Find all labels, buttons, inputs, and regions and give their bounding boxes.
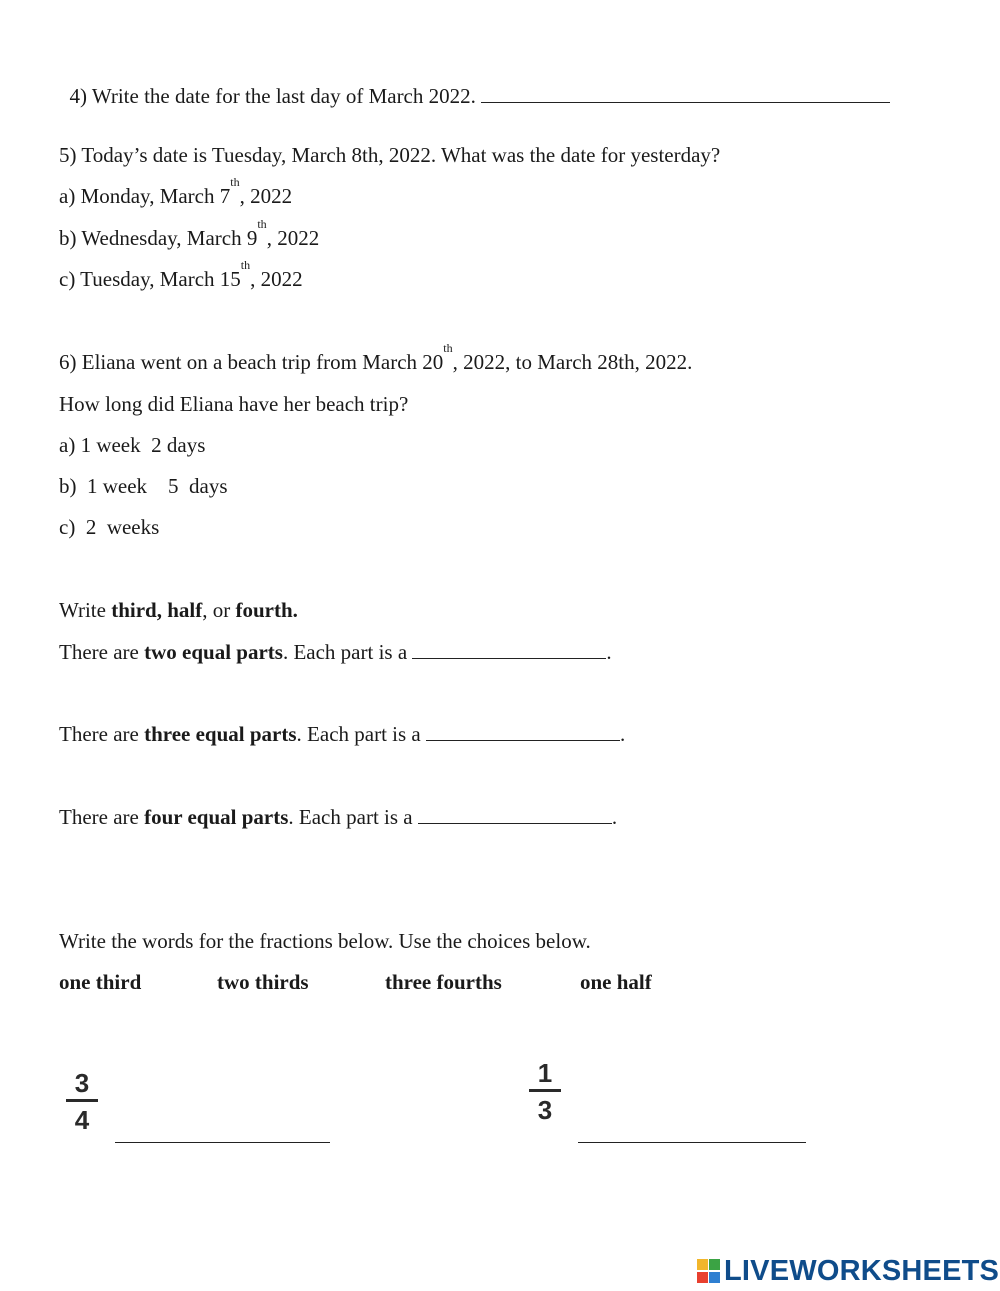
equal-parts-two: There are two equal parts. Each part is a . — [59, 640, 612, 664]
option-6c[interactable]: c) 2 weeks — [59, 515, 160, 539]
fraction-numerator: 3 — [74, 1068, 90, 1098]
choice-one-third: one third — [59, 970, 142, 994]
liveworksheets-logo-icon — [697, 1257, 721, 1285]
question-4-text: 4) Write the date for the last day of March 2022. — [69, 84, 482, 108]
equal-parts-three: There are three equal parts. Each part is a . — [59, 722, 626, 746]
option-5b[interactable]: b) Wednesday, March 9th, 2022 — [59, 217, 320, 250]
answer-blank-fraction-1[interactable] — [115, 1142, 330, 1143]
equal-parts-four: There are four equal parts. Each part is a . — [59, 805, 618, 829]
choice-two-thirds: two thirds — [217, 970, 309, 994]
option-6a[interactable]: a) 1 week 2 days — [59, 433, 206, 457]
question-6: 6) Eliana went on a beach trip from March 20th, 2022, to March 28th, 2022. — [59, 341, 693, 374]
section1-instruction: Write third, half, or fourth. — [59, 598, 298, 622]
section2-instruction: Write the words for the fractions below. Use the choices below. — [59, 929, 591, 953]
option-5c[interactable]: c) Tuesday, March 15th, 2022 — [59, 258, 303, 291]
question-5: 5) Today’s date is Tuesday, March 8th, 2022. What was the date for yesterday? — [59, 143, 721, 167]
liveworksheets-logo-text: LIVEWORKSHEETS — [724, 1254, 1000, 1287]
choice-three-fourths: three fourths — [385, 970, 502, 994]
answer-blank-fraction-2[interactable] — [578, 1142, 806, 1143]
fraction-three-fourths — [65, 1069, 99, 1134]
question-6-line2: How long did Eliana have her beach trip? — [59, 392, 409, 416]
question-4 — [59, 60, 890, 108]
answer-blank-four-parts[interactable] — [418, 805, 612, 824]
fraction-denominator: 4 — [74, 1105, 90, 1135]
answer-blank-two-parts[interactable] — [412, 640, 606, 659]
answer-blank-q4[interactable] — [481, 84, 890, 103]
liveworksheets-logo — [697, 1254, 999, 1288]
answer-blank-three-parts[interactable] — [426, 722, 620, 741]
fraction-bar — [66, 1099, 98, 1102]
option-5a[interactable]: a) Monday, March 7th, 2022 — [59, 175, 293, 208]
fraction-bar — [529, 1089, 561, 1092]
choice-one-half: one half — [580, 970, 652, 994]
fraction-one-third — [528, 1059, 562, 1124]
option-6b[interactable]: b) 1 week 5 days — [59, 474, 228, 498]
choices-row — [0, 970, 1000, 994]
fraction-denominator: 3 — [537, 1095, 553, 1125]
fraction-numerator: 1 — [537, 1058, 553, 1088]
